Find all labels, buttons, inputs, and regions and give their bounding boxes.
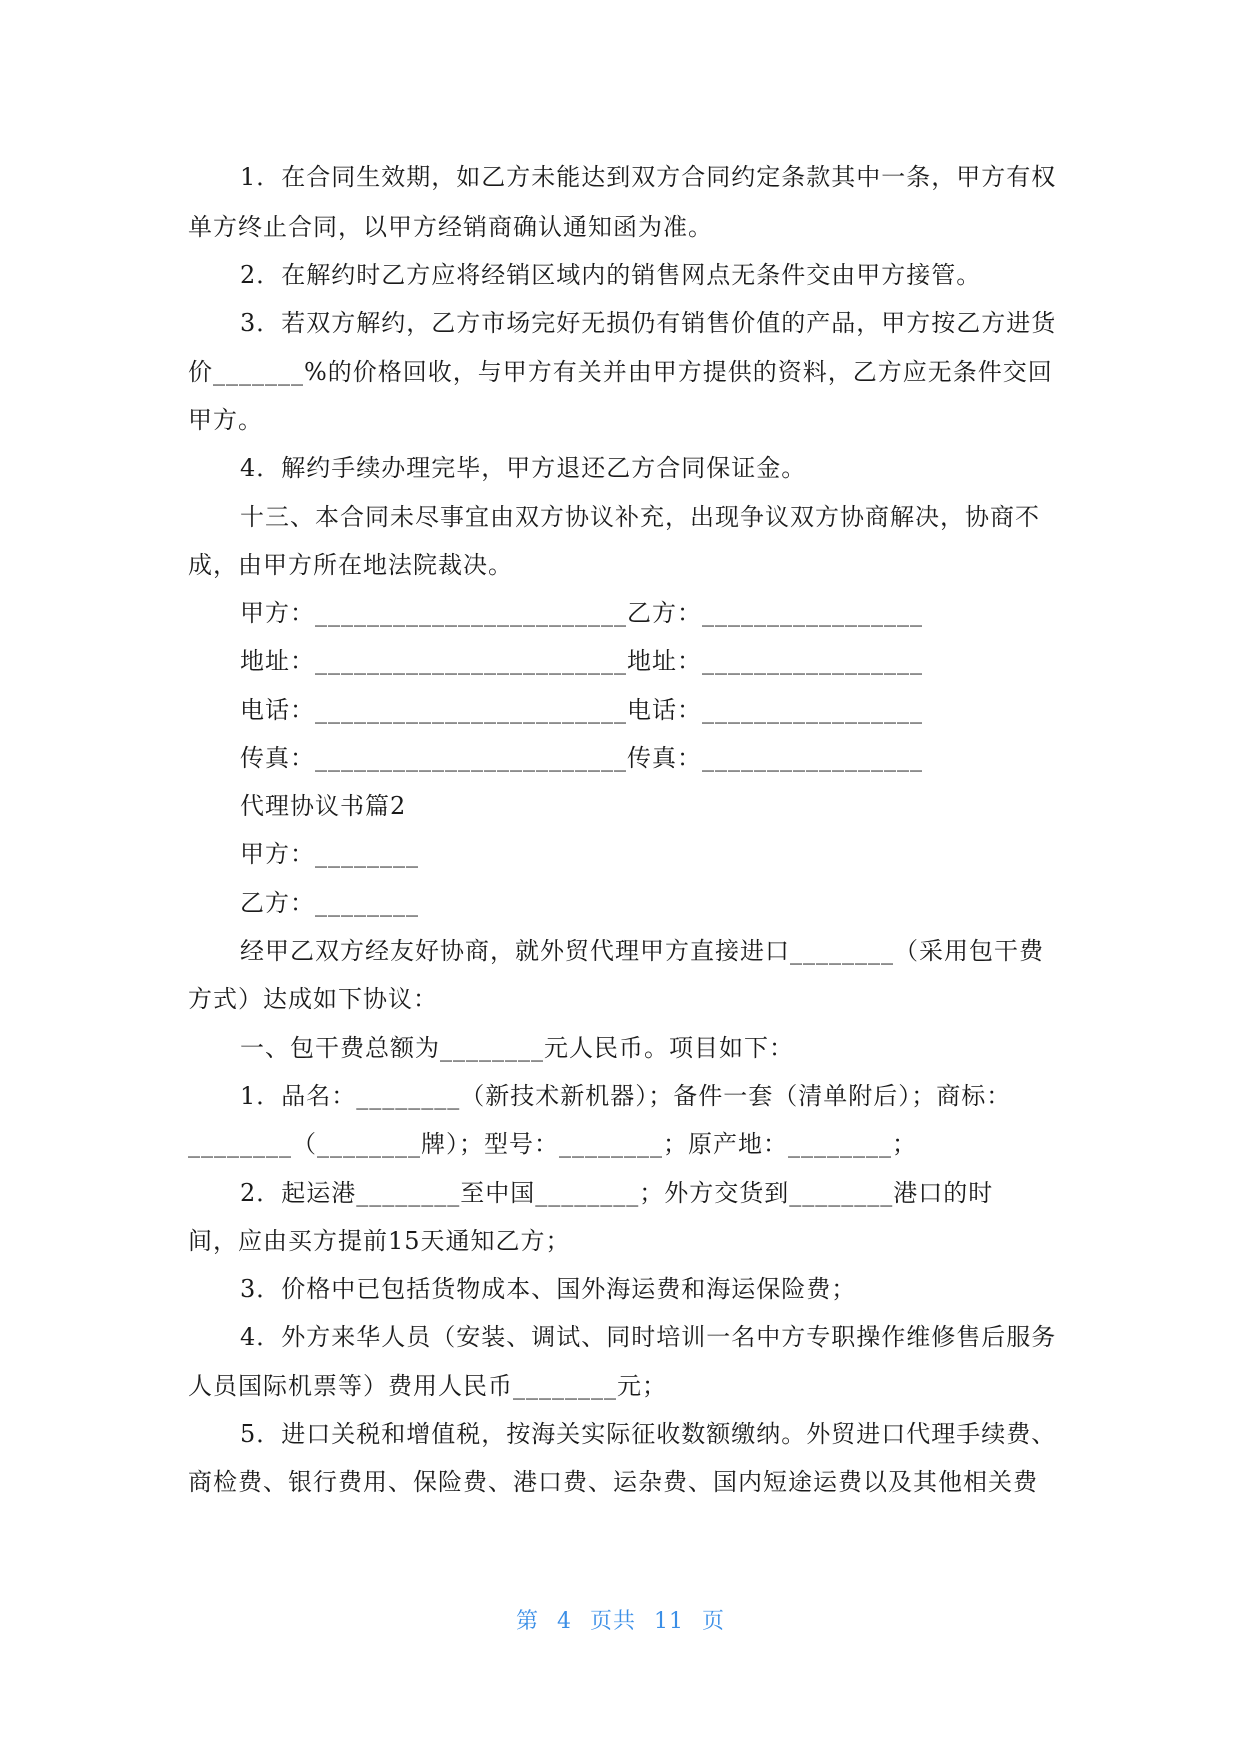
text-line: 1．在合同生效期，如乙方未能达到双方合同约定条款其中一条，甲方有权 [240, 163, 1057, 191]
text-line: 4．外方来华人员（安装、调试、同时培训一名中方专职操作维修售后服务 [240, 1323, 1057, 1351]
text-line: 甲方。 [188, 406, 263, 434]
text-line: 2．在解约时乙方应将经销区域内的销售网点无条件交由甲方接管。 [240, 261, 982, 289]
signature-row: 传真：________________________传真：_________________ [240, 744, 923, 772]
text-line: 人员国际机票等）费用人民币________元； [188, 1372, 667, 1400]
text-line: 乙方：________ [240, 889, 419, 917]
text-line: 商检费、银行费用、保险费、港口费、运杂费、国内短途运费以及其他相关费 [188, 1468, 1038, 1496]
text-line: 十三、本合同未尽事宜由双方协议补充，出现争议双方协商解决，协商不 [240, 503, 1040, 531]
signature-row: 地址：________________________地址：_________________ [240, 647, 923, 675]
total-pages: 11 [654, 1609, 684, 1634]
text-line: 1．品名：________（新技术新机器）；备件一套（清单附后）；商标： [240, 1082, 1012, 1110]
text-line: 3．若双方解约，乙方市场完好无损仍有销售价值的产品，甲方按乙方进货 [240, 309, 1057, 337]
text-line: ________（________牌）；型号：________；原产地：________； [188, 1130, 917, 1158]
text-line: 价_______%的价格回收，与甲方有关并由甲方提供的资料，乙方应无条件交回 [188, 358, 1053, 386]
section-heading: 代理协议书篇2 [240, 792, 407, 820]
text-line: 经甲乙双方经友好协商，就外贸代理甲方直接进口________（采用包干费 [240, 937, 1044, 965]
text-line: 4．解约手续办理完毕，甲方退还乙方合同保证金。 [240, 454, 807, 482]
footer-label-ye: 页 [702, 1609, 726, 1634]
signature-row: 电话：________________________电话：_________________ [240, 696, 923, 724]
page-footer [0, 1607, 1241, 1637]
text-line: 间，应由买方提前15天通知乙方； [188, 1227, 571, 1255]
text-line: 5．进口关税和增值税，按海关实际征收数额缴纳。外贸进口代理手续费、 [240, 1420, 1057, 1448]
signature-row: 甲方：________________________乙方：_________________ [240, 599, 923, 627]
text-line: 甲方：________ [240, 840, 419, 868]
text-line: 2．起运港________至中国________；外方交货到________港口的时 [240, 1179, 994, 1207]
text-line: 单方终止合同，以甲方经销商确认通知函为准。 [188, 213, 713, 241]
text-line: 方式）达成如下协议： [188, 985, 438, 1013]
text-line: 3．价格中已包括货物成本、国外海运费和海运保险费； [240, 1275, 857, 1303]
text-line: 一、包干费总额为________元人民币。项目如下： [240, 1034, 794, 1062]
text-line: 成，由甲方所在地法院裁决。 [188, 551, 513, 579]
page-number: 4 [556, 1609, 572, 1634]
footer-label-ye-gong: 页共 [589, 1609, 636, 1634]
footer-label-di: 第 [515, 1609, 539, 1634]
